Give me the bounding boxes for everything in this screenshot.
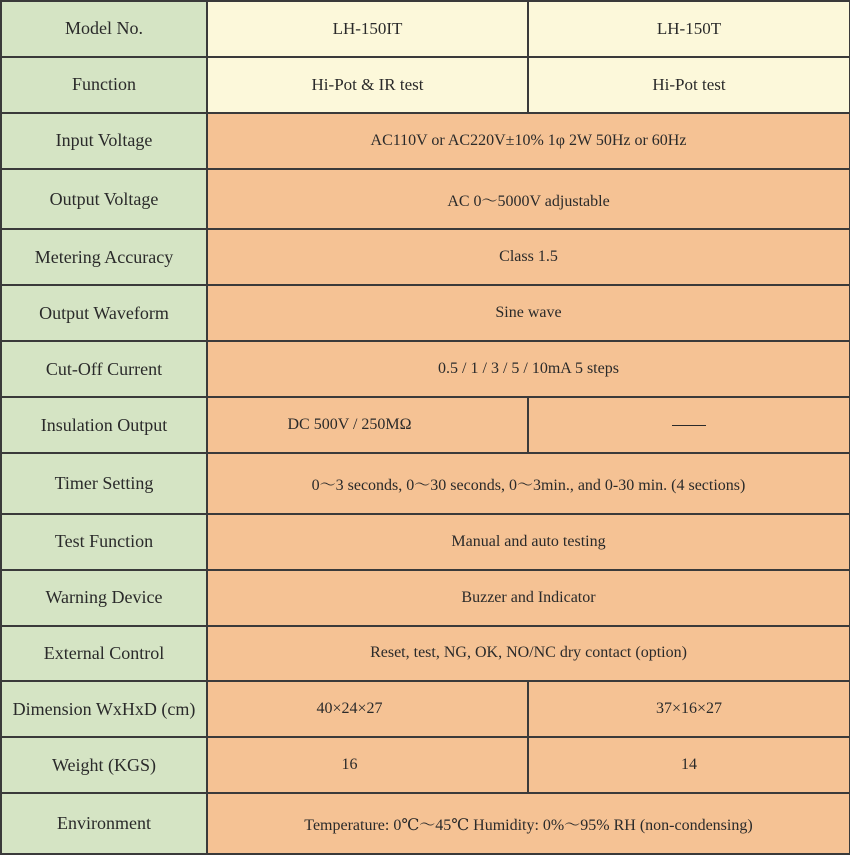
value-external-control: Reset, test, NG, OK, NO/NC dry contact (option): [207, 626, 850, 682]
label-warning-device: Warning Device: [1, 570, 207, 626]
label-input-voltage: Input Voltage: [1, 113, 207, 169]
row-function: [1, 57, 850, 113]
function-lh-150it: Hi-Pot & IR test: [207, 57, 528, 113]
row-warning-device: [1, 570, 850, 626]
label-model-no: Model No.: [1, 1, 207, 57]
row-cutoff-current: [1, 341, 850, 397]
function-lh-150t: Hi-Pot test: [528, 57, 850, 113]
row-test-function: [1, 514, 850, 570]
label-environment: Environment: [1, 793, 207, 854]
insulation-output-lh-150t: [528, 397, 850, 453]
model-lh-150it: LH-150IT: [207, 1, 528, 57]
row-external-control: [1, 626, 850, 682]
label-timer-setting: Timer Setting: [1, 453, 207, 514]
label-cutoff-current: Cut-Off Current: [1, 341, 207, 397]
label-output-waveform: Output Waveform: [1, 285, 207, 341]
row-metering-accuracy: [1, 229, 850, 285]
value-metering-accuracy: Class 1.5: [207, 229, 850, 285]
label-dimension: Dimension WxHxD (cm): [1, 681, 207, 737]
value-timer-setting: 0～3 seconds, 0～30 seconds, 0～3min., and 0-30 min. (4 sections): [207, 453, 850, 514]
label-metering-accuracy: Metering Accuracy: [1, 229, 207, 285]
value-output-waveform: Sine wave: [207, 285, 850, 341]
row-weight: [1, 737, 850, 793]
row-insulation-output: [1, 397, 850, 453]
value-environment: Temperature: 0℃～45℃ Humidity: 0%～95% RH (non-condensing): [207, 793, 850, 854]
row-output-waveform: [1, 285, 850, 341]
dimension-lh-150it: 40×24×27: [207, 681, 528, 737]
value-test-function: Manual and auto testing: [207, 514, 850, 570]
label-external-control: External Control: [1, 626, 207, 682]
label-insulation-output: Insulation Output: [1, 397, 207, 453]
row-input-voltage: [1, 113, 850, 169]
row-environment: [1, 793, 850, 854]
label-output-voltage: Output Voltage: [1, 169, 207, 230]
label-test-function: Test Function: [1, 514, 207, 570]
weight-lh-150it: 16: [207, 737, 528, 793]
insulation-output-lh-150it: DC 500V / 250MΩ: [207, 397, 528, 453]
value-warning-device: Buzzer and Indicator: [207, 570, 850, 626]
value-cutoff-current: 0.5 / 1 / 3 / 5 / 10mA 5 steps: [207, 341, 850, 397]
label-weight: Weight (KGS): [1, 737, 207, 793]
row-output-voltage: [1, 169, 850, 230]
label-function: Function: [1, 57, 207, 113]
dimension-lh-150t: 37×16×27: [528, 681, 850, 737]
row-dimension: [1, 681, 850, 737]
row-timer-setting: [1, 453, 850, 514]
weight-lh-150t: 14: [528, 737, 850, 793]
not-applicable-dash: [672, 425, 706, 426]
row-model-no: [1, 1, 850, 57]
value-output-voltage: AC 0～5000V adjustable: [207, 169, 850, 230]
model-lh-150t: LH-150T: [528, 1, 850, 57]
value-input-voltage: AC110V or AC220V±10% 1φ 2W 50Hz or 60Hz: [207, 113, 850, 169]
